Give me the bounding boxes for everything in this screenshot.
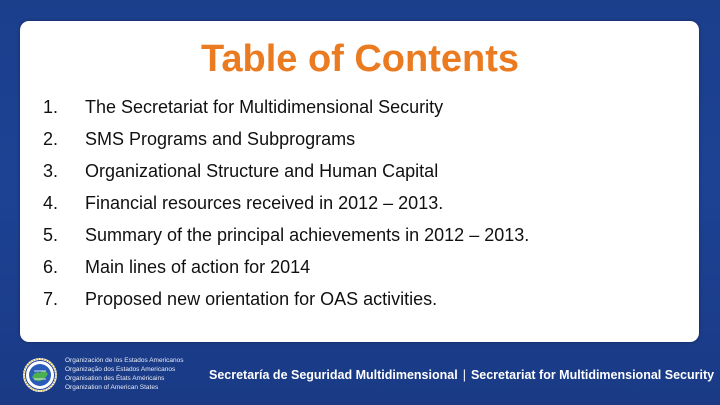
toc-item-text: Proposed new orientation for OAS activities. bbox=[85, 289, 438, 309]
banner-separator: | bbox=[462, 368, 466, 382]
toc-item-text: Organizational Structure and Human Capital bbox=[85, 161, 439, 181]
toc-item bbox=[43, 123, 663, 155]
toc-item-number: 3. bbox=[43, 161, 59, 181]
organization-names bbox=[65, 356, 184, 392]
toc-item bbox=[43, 155, 663, 187]
footer bbox=[0, 345, 720, 405]
toc-item bbox=[43, 283, 663, 315]
toc-item bbox=[43, 187, 663, 219]
footer-banner bbox=[209, 367, 714, 383]
org-name-portuguese: Organização dos Estados Americanos bbox=[65, 366, 176, 373]
toc-item-number: 4. bbox=[43, 193, 59, 213]
toc-item-text: Main lines of action for 2014 bbox=[85, 257, 311, 277]
table-of-contents-list bbox=[43, 91, 663, 315]
toc-item-number: 7. bbox=[43, 289, 59, 309]
toc-item bbox=[43, 251, 663, 283]
oas-seal-icon bbox=[22, 357, 58, 393]
org-name-english: Organization of American States bbox=[65, 384, 159, 391]
toc-item-number: 6. bbox=[43, 257, 59, 277]
toc-item-text: Summary of the principal achievements in 2012 – 2013. bbox=[85, 225, 530, 245]
org-name-spanish: Organización de los Estados Americanos bbox=[65, 357, 184, 364]
toc-item-text: Financial resources received in 2012 – 2013. bbox=[85, 193, 444, 213]
toc-item-text: The Secretariat for Multidimensional Security bbox=[85, 97, 444, 117]
slide-title: Table of Contents bbox=[200, 38, 520, 80]
toc-item-number: 1. bbox=[43, 97, 59, 117]
toc-item bbox=[43, 91, 663, 123]
toc-item-number: 2. bbox=[43, 129, 59, 149]
toc-item bbox=[43, 219, 663, 251]
toc-item-number: 5. bbox=[43, 225, 59, 245]
toc-item-text: SMS Programs and Subprograms bbox=[85, 129, 356, 149]
banner-spanish: Secretaría de Seguridad Multidimensional bbox=[209, 368, 458, 382]
banner-english: Secretariat for Multidimensional Security bbox=[470, 368, 715, 382]
org-name-french: Organisation des États Américains bbox=[65, 375, 165, 382]
